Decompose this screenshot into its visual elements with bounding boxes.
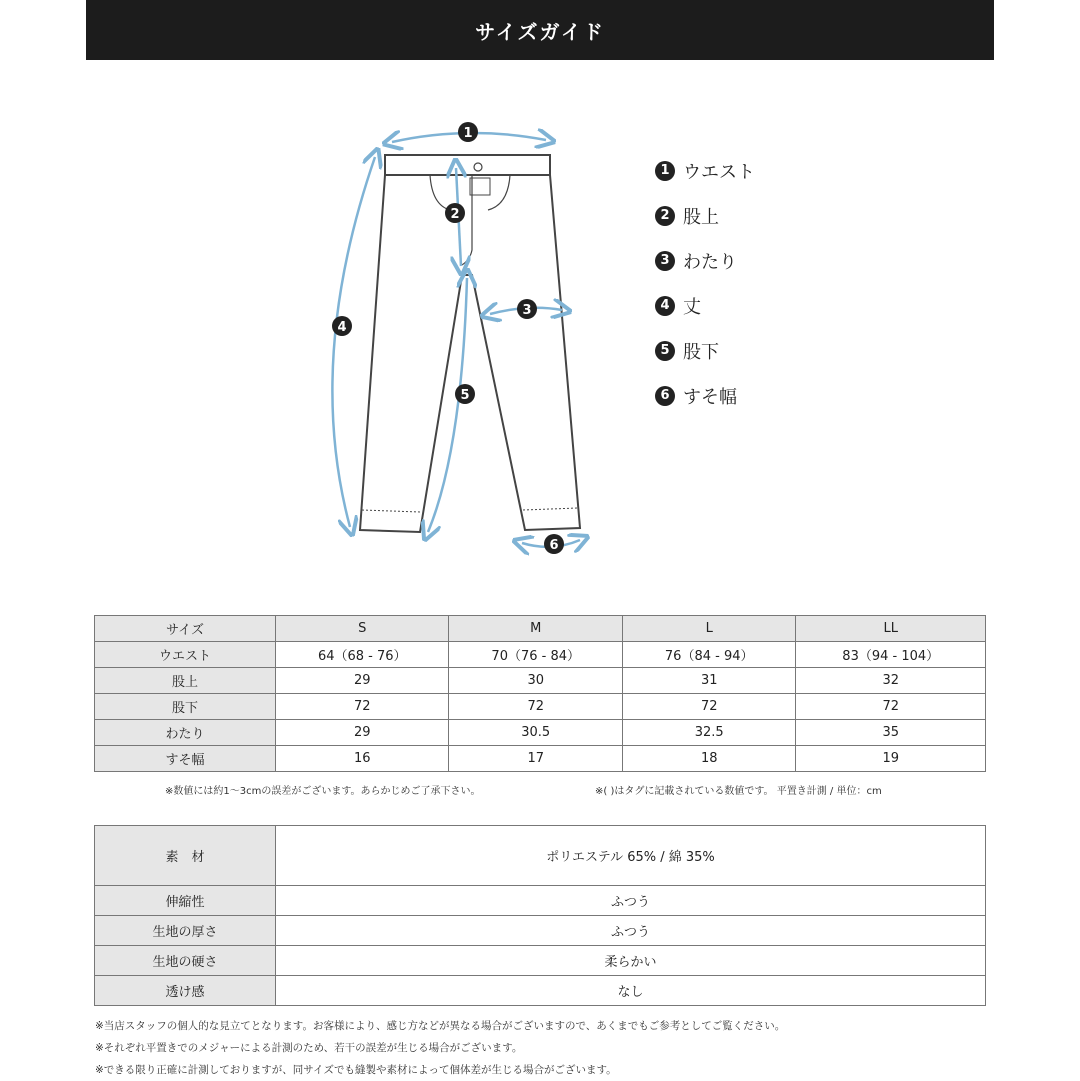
table-cell: ポリエステル 65% / 綿 35%: [276, 826, 986, 886]
legend-item: [655, 148, 755, 193]
legend-label: ウエスト: [683, 161, 755, 183]
table-row: [95, 694, 986, 720]
legend-number: 4: [655, 296, 675, 316]
table-cell: 72: [276, 694, 449, 720]
table-cell: 35: [796, 720, 986, 746]
table-row: [95, 916, 986, 946]
pants-diagram: [0, 60, 1080, 600]
legend-item: [655, 328, 755, 373]
page-header: [86, 0, 994, 60]
row-label: 股上: [95, 668, 276, 694]
legend-label: 股下: [683, 341, 719, 363]
table-cell: 72: [622, 694, 795, 720]
size-table-header: M: [449, 616, 622, 642]
size-table-header: LL: [796, 616, 986, 642]
table-cell: 18: [622, 746, 795, 772]
legend-number: 1: [655, 161, 675, 181]
legend-item: [655, 193, 755, 238]
table-cell: 64（68 - 76）: [276, 642, 449, 668]
pants-outline: [360, 155, 580, 532]
legend-number: 5: [655, 341, 675, 361]
table-cell: ふつう: [276, 886, 986, 916]
row-label: 素 材: [95, 826, 276, 886]
row-label: 股下: [95, 694, 276, 720]
table-cell: 柔らかい: [276, 946, 986, 976]
size-table-header: サイズ: [95, 616, 276, 642]
marker-5: 5: [460, 388, 470, 403]
row-label: 生地の硬さ: [95, 946, 276, 976]
table-cell: 31: [622, 668, 795, 694]
legend-label: 丈: [683, 296, 701, 318]
page-title: サイズガイド: [475, 19, 605, 44]
marker-2: 2: [450, 207, 460, 222]
row-label: 透け感: [95, 976, 276, 1006]
row-label: わたり: [95, 720, 276, 746]
legend-label: 股上: [683, 206, 719, 228]
footnotes: [95, 1015, 785, 1081]
footnote: ※それぞれ平置きでのメジャーによる計測のため、若干の誤差が生じる場合がございます。: [95, 1042, 523, 1054]
table-cell: 72: [796, 694, 986, 720]
table-row: [95, 720, 986, 746]
row-label: すそ幅: [95, 746, 276, 772]
table-cell: 30.5: [449, 720, 622, 746]
pants-illustration: [0, 60, 1080, 600]
legend-item: [655, 373, 755, 418]
table-cell: 83（94 - 104）: [796, 642, 986, 668]
row-label: 伸縮性: [95, 886, 276, 916]
table-cell: 32.5: [622, 720, 795, 746]
legend-number: 6: [655, 386, 675, 406]
marker-4: 4: [337, 320, 347, 335]
table-cell: 32: [796, 668, 986, 694]
marker-1: 1: [463, 126, 473, 141]
marker-6: 6: [549, 538, 559, 553]
table-cell: ふつう: [276, 916, 986, 946]
legend-number: 3: [655, 251, 675, 271]
table-cell: 29: [276, 720, 449, 746]
marker-3: 3: [522, 303, 532, 318]
table-cell: 76（84 - 94）: [622, 642, 795, 668]
table-row: [95, 746, 986, 772]
table-cell: 30: [449, 668, 622, 694]
table-cell: 19: [796, 746, 986, 772]
table-cell: 17: [449, 746, 622, 772]
size-table-header-row: [95, 616, 986, 642]
table-row: [95, 668, 986, 694]
row-label: 生地の厚さ: [95, 916, 276, 946]
row-label: ウエスト: [95, 642, 276, 668]
table-cell: 29: [276, 668, 449, 694]
table-cell: なし: [276, 976, 986, 1006]
legend-label: わたり: [683, 251, 737, 273]
footnote: ※できる限り正確に計測しておりますが、同サイズでも縫製や素材によって個体差が生じる場合がございます。: [95, 1064, 617, 1076]
legend-item: [655, 283, 755, 328]
size-note-left: ※数値には約1～3cmの誤差がございます。あらかじめご了承下さい。: [165, 786, 481, 797]
size-table-header: S: [276, 616, 449, 642]
table-row: [95, 946, 986, 976]
footnote: ※当店スタッフの個人的な見立てとなります。お客様により、感じ方などが異なる場合がございますので、あくまでもご参考としてご覧ください。: [95, 1020, 786, 1032]
table-cell: 70（76 - 84）: [449, 642, 622, 668]
legend-number: 2: [655, 206, 675, 226]
table-row: [95, 976, 986, 1006]
measurement-legend: [655, 148, 755, 418]
table-row: [95, 642, 986, 668]
table-cell: 72: [449, 694, 622, 720]
table-row: [95, 826, 986, 886]
table-row: [95, 886, 986, 916]
table-cell: 16: [276, 746, 449, 772]
size-note-right: ※( )はタグに記載されている数値です。 平置き計測 / 単位：cm: [595, 786, 882, 797]
legend-item: [655, 238, 755, 283]
size-table: [94, 615, 986, 772]
legend-label: すそ幅: [683, 386, 737, 408]
material-table: [94, 825, 986, 1006]
size-table-header: L: [622, 616, 795, 642]
